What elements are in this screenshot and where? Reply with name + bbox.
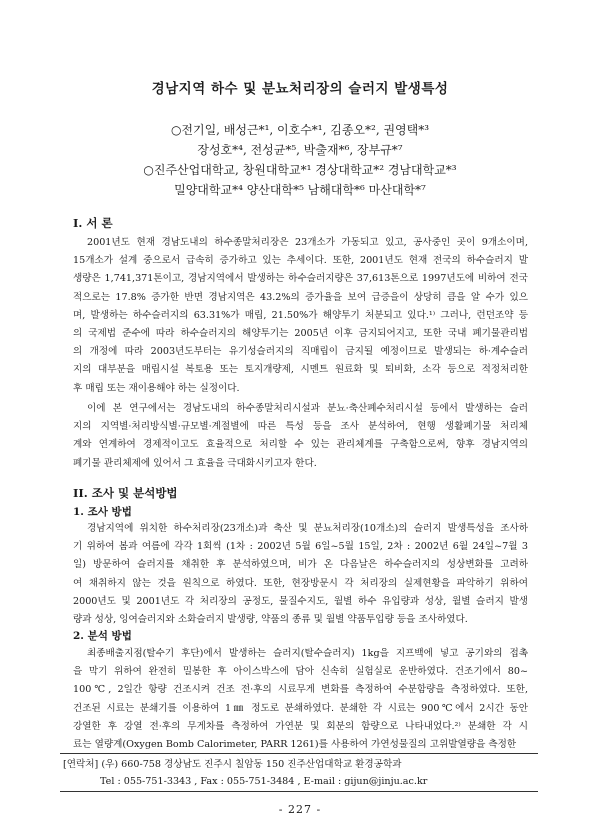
text-line: 계와 연계하여 경제적이고도 효율적으로 처리할 수 있는 관리체계를 구축함으로써, 향후 경남지역의 [73,439,528,451]
paragraph [73,520,528,629]
affiliation-line: ○진주산업대학교, 창원대학교*¹ 경상대학교*² 경남대학교*³ [143,163,457,177]
contact-line: Tel : 055-751-3343 , Fax : 055-751-3484 , E-mail : gijun@jinju.ac.kr [100,776,428,787]
contact-line: [연락처] (우) 660-758 경상남도 진주시 칠암동 150 진주산업대학교 환경공학과 [63,759,402,770]
text-line: 적으로는 17.8% 증가한 반면 경남지역은 43.2%의 증가율을 보여 급증을이 상당히 큼을 알 수가 있으 [73,291,528,303]
paragraph [73,645,528,754]
page-number: - 227 - [278,803,322,816]
affiliation-line: 밀양대학교*⁴ 양산대학*⁵ 남해대학*⁶ 마산대학*⁷ [174,183,426,197]
text-line: 폐기물 관리체제에 있어서 그 효율을 극대화시키고자 한다. [73,457,317,469]
text-line: 일) 방문하여 슬러지를 채취한 후 분석하였으며, 비가 온 다음날은 하수슬러지의 성상변화를 고려하 [73,559,528,571]
paper-title: 경남지역 하수 및 분뇨처리장의 슬러지 발생특성 [151,81,449,97]
text-line: 지의 대부분을 매립시설 복토용 또는 토지개량제, 시멘트 원료화 및 퇴비화, 소각 등으로 적정처리한 [73,364,528,376]
text-line: 생량은 1,741,371톤이고, 경남지역에서 발생하는 하수슬러지량은 37,613톤으로 1997년도에 비하여 전국 [73,273,528,285]
author-line: ○전기일, 배성근*¹, 이호수*¹, 김종오*², 권영택*³ [170,123,430,137]
subsection-heading: 1. 조사 방법 [73,506,132,518]
text-line: 량과 성상, 잉여슬러지와 소화슬러지 발생량, 약품의 종류 및 월별 약품투입량 등을 조사하였다. [73,613,468,625]
text-line: 15개소가 설계 중으로서 급속히 증가하고 있는 추세이다. 또한, 2001년도 현재 전국의 하수슬러지 발 [73,255,528,267]
text-line: 지의 지역별·처리방식별·규모별·계절별에 따른 특성 등을 조사 분석하여, 현행 생활폐기물 처리체 [73,421,528,433]
text-line: 최종배출지점(탈수기 후단)에서 발생하는 슬러지(탈수슬러지) 1kg을 지프백에 넣고 공기와의 접촉 [87,648,528,659]
text-line: 의 국제법 준수에 따라 하수슬러지의 해양투기는 2005년 이후 금지되어지고, 또한 국내 폐기물관리법 [73,327,528,339]
text-line: 100℃, 2일간 항량 건조시켜 건조 전·후의 시료무게 변화를 측정하여 수분함량을 측정하였다. 또한, [73,684,528,696]
text-line: 건조된 시료는 분쇄기를 이용하여 1㎜ 정도로 분쇄하였다. 분쇄한 각 시료는 900℃에서 2시간 동안 [73,702,528,714]
footnote-divider [60,753,538,754]
text-line: 강열한 후 강열 전·후의 무게차를 측정하여 가연분 및 회분의 함량으로 나타내었다.²⁾ 분쇄한 각 시 [73,720,528,732]
text-line: 며, 발생하는 하수슬러지의 63.31%가 매립, 21.50%가 해양투기 처분되고 있다.¹⁾ 그러나, 런던조약 등 [73,309,528,321]
text-line: 을 막기 위하여 완전히 밀봉한 후 아이스박스에 담아 신속히 실험실로 운반하였다. 건조기에서 80~ [73,666,528,678]
text-line: 2001년도 현재 경남도내의 하수종말처리장은 23개소가 가동되고 있고, 공사중인 곳이 9개소이며, [87,237,528,248]
footnote-divider [60,791,538,792]
paragraph [73,400,528,473]
text-line: 기 위하여 봄과 여름에 각각 1회씩 (1차 : 2002년 5월 6일~5월 15일, 2차 : 2002년 6월 24일~7월 3 [73,541,528,553]
subsection-heading: 2. 분석 방법 [73,630,132,642]
author-line: 장성호*⁴, 전성균*⁵, 박출재*⁶, 장부규*⁷ [197,143,403,157]
text-line: 경남지역에 위치한 하수처리장(23개소)과 축산 및 분뇨처리장(10개소)의 슬러지 발생특성을 조사하 [87,523,528,534]
text-line: 료는 열량계(Oxygen Bomb Calorimeter, PARR 1261)를 사용하여 가연성물질의 고위발열량을 측정한 [73,738,517,750]
text-line: 의 개정에 따라 2003년도부터는 유기성슬러지의 직매립이 금지될 예정이므로 발생되는 하·계수슬러 [73,346,528,358]
author-block [0,120,600,200]
section-heading-introduction: I. 서 론 [73,216,113,230]
text-line: 2000년도 및 2001년도 각 처리장의 공정도, 물질수지도, 월별 하수 유입량과 성상, 월별 슬러지 발생 [73,595,528,607]
text-line: 여 채취하지 않는 것을 원칙으로 하였다. 또한, 현장방문시 각 처리장의 실제현황을 파악하기 위하여 [73,577,528,589]
section-heading-methods: II. 조사 및 분석방법 [73,486,178,500]
text-line: 후 매립 또는 재이용해야 하는 실정이다. [73,382,240,394]
paragraph [73,234,528,398]
text-line: 이에 본 연구에서는 경남도내의 하수종말처리시설과 분뇨·축산폐수처리시설 등에서 발생하는 슬러 [87,403,528,414]
